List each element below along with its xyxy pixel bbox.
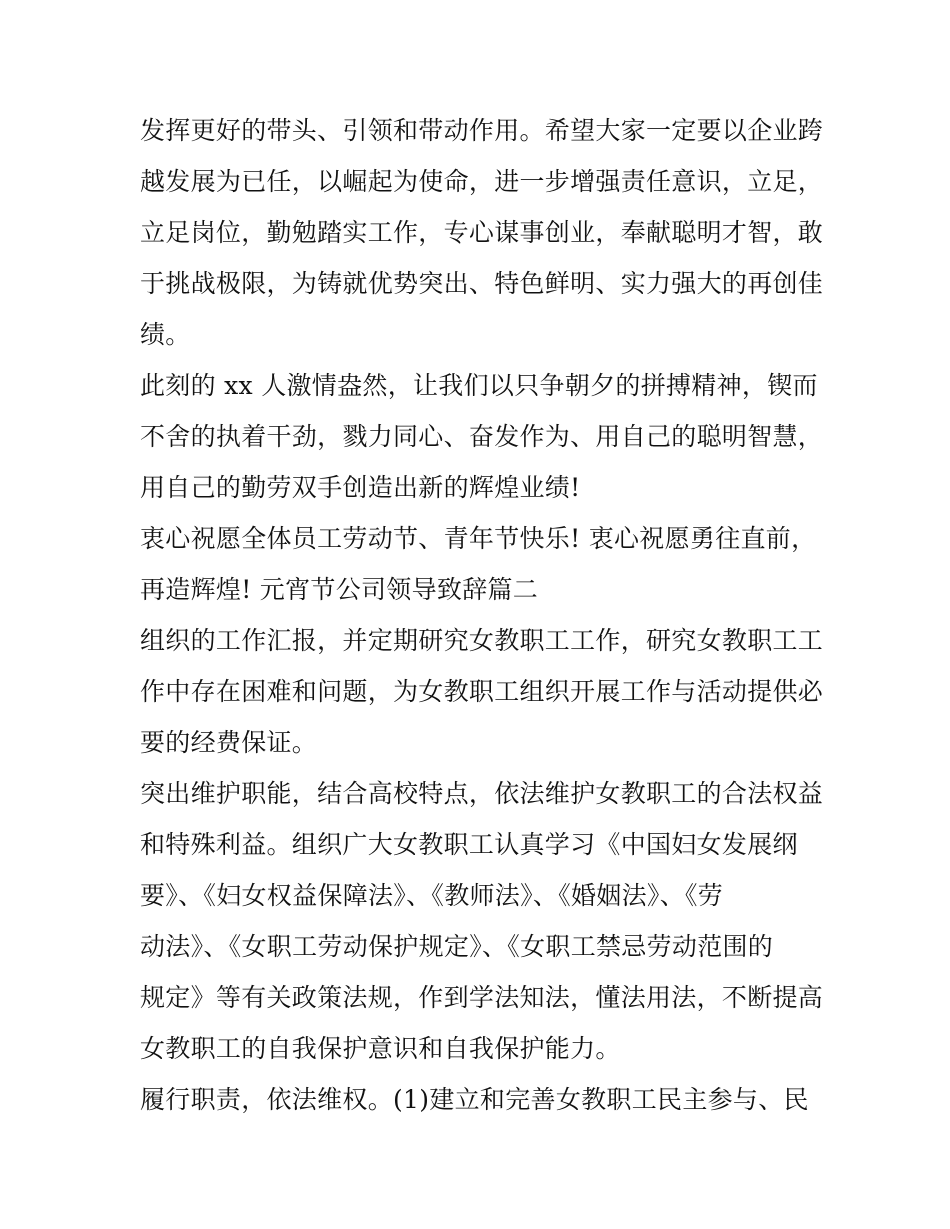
text-line: 衷心祝愿全体员工劳动节、青年节快乐! 衷心祝愿勇往直前， [140,524,817,553]
document-body [140,105,824,1125]
text-line: 动法》、《女职工劳动保护规定》、《女职工禁忌劳动范围的 [140,932,774,961]
text-line: 此刻的 xx 人激情盎然，让我们以只争朝夕的拼搏精神，锲而 [140,371,818,400]
text-line: 组织的工作汇报，并定期研究女教职工工作，研究女教职工工 [140,626,824,655]
text-line: 再造辉煌! 元宵节公司领导致辞篇二 [140,575,539,604]
text-line: 用自己的勤劳双手创造出新的辉煌业绩! [140,473,581,502]
text-line: 立足岗位，勤勉踏实工作，专心谋事创业，奉献聪明才智，敢 [140,218,824,247]
text-line: 越发展为已任，以崛起为使命，进一步增强责任意识，立足， [140,167,824,196]
text-line: 绩。 [140,320,191,349]
text-line: 要的经费保证。 [140,728,318,757]
text-line: 突出维护职能，结合高校特点，依法维护女教职工的合法权益 [140,779,824,808]
text-line: 规定》等有关政策法规，作到学法知法，懂法用法，不断提高 [140,983,824,1012]
text-line: 履行职责，依法维权。(1)建立和完善女教职工民主参与、民 [140,1085,809,1114]
text-line: 要》、《妇女权益保障法》、《教师法》、《婚姻法》、《劳 [140,881,724,910]
text-line: 于挑战极限，为铸就优势突出、特色鲜明、实力强大的再创佳 [140,269,824,298]
text-line: 女教职工的自我保护意识和自我保护能力。 [140,1034,621,1063]
text-line: 作中存在困难和问题，为女教职工组织开展工作与活动提供必 [140,677,824,706]
text-line: 和特殊利益。组织广大女教职工认真学习《中国妇女发展纲 [140,830,798,859]
text-line: 发挥更好的带头、引领和带动作用。希望大家一定要以企业跨 [140,116,824,145]
text-line: 不舍的执着干劲，戮力同心、奋发作为、用自己的聪明智慧， [140,422,824,451]
